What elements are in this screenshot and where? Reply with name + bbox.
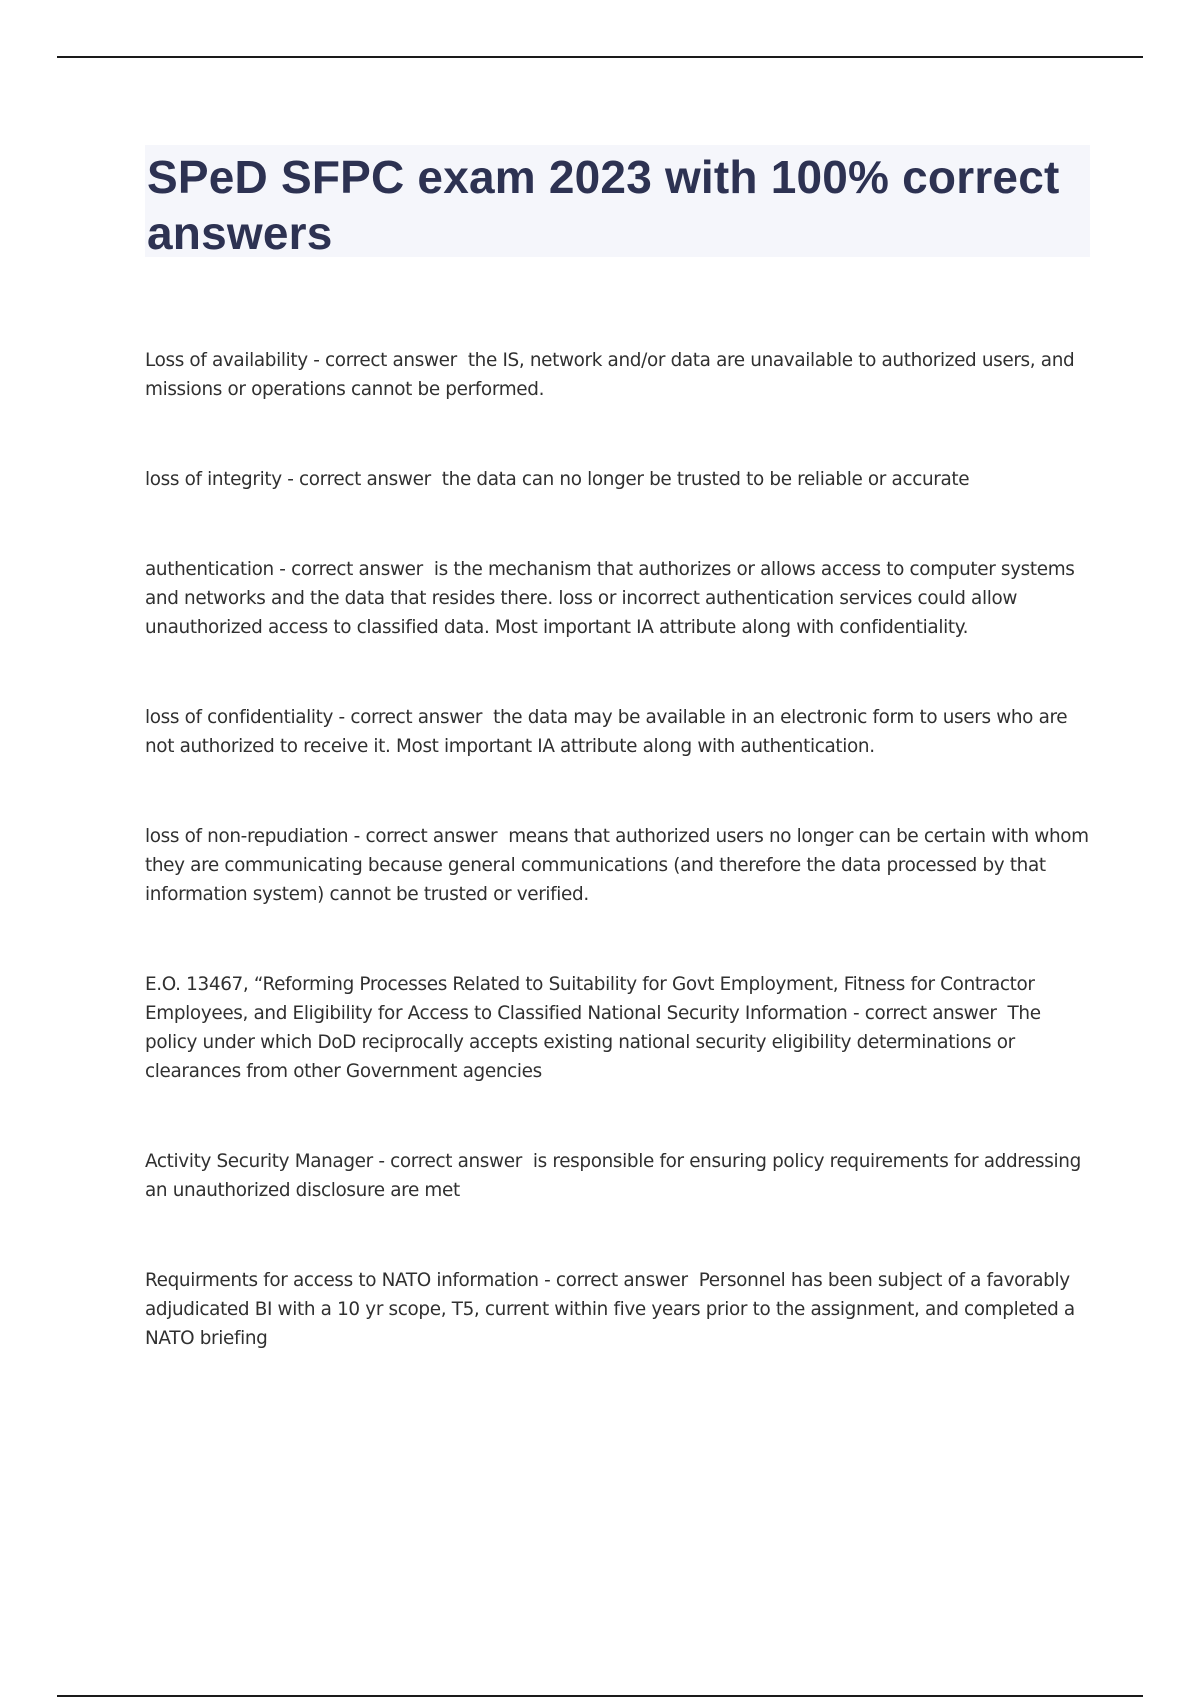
- entry-answer: is the mechanism that authorizes or allows access to computer systems and networks and the data that resides there. loss or incorrect authentication services could allow unauthorized access to classified data. Most important IA attribute along with confidentiality.: [145, 559, 1075, 638]
- document-title: SPeD SFPC exam 2023 with 100% correct answers: [147, 151, 1060, 259]
- entry-term: Loss of availability: [145, 350, 308, 371]
- qa-entry: [145, 1266, 1090, 1353]
- entry-answer: Personnel has been subject of a favorably adjudicated BI with a 10 yr scope, T5, current within five years prior to the assignment, and completed a NATO briefing: [145, 1270, 1075, 1349]
- qa-entry: [145, 703, 1090, 761]
- entry-term: E.O. 13467, “Reforming Processes Related to Suitability for Govt Employment, Fitness for Contractor Employees, and Eligibility for Access to Classified National Security Information: [145, 974, 1035, 1024]
- entry-separator: - correct answer: [307, 350, 468, 371]
- entry-term: authentication: [145, 559, 274, 580]
- entry-separator: - correct answer: [281, 469, 442, 490]
- qa-entry: [145, 465, 1090, 494]
- entry-answer: the data may be available in an electronic form to users who are not authorized to receive it. Most important IA attribute along with authentication.: [145, 707, 1068, 757]
- entry-term: loss of integrity: [145, 469, 282, 490]
- entry-answer: means that authorized users no longer can be certain with whom they are communicating because general communications (and therefore the data processed by that information system) cannot be trusted or verified.: [145, 826, 1089, 905]
- footer-rule: [57, 1695, 1143, 1697]
- qa-entry: [145, 346, 1090, 404]
- entry-separator: - correct answer: [372, 1151, 533, 1172]
- qa-entry: [145, 822, 1090, 909]
- title-block: [145, 145, 1090, 257]
- entry-term: Requirments for access to NATO information: [145, 1270, 539, 1291]
- entry-term: loss of non-repudiation: [145, 826, 349, 847]
- entry-answer: the IS, network and/or data are unavailable to authorized users, and missions or operations cannot be performed.: [145, 350, 1075, 400]
- qa-list: [145, 346, 1090, 1353]
- entry-term: loss of confidentiality: [145, 707, 334, 728]
- header-rule: [57, 56, 1143, 58]
- entry-separator: - correct answer: [847, 1003, 1008, 1024]
- entry-term: Activity Security Manager: [145, 1151, 373, 1172]
- entry-separator: - correct answer: [333, 707, 494, 728]
- entry-separator: - correct answer: [348, 826, 509, 847]
- qa-entry: [145, 970, 1090, 1086]
- qa-entry: [145, 1147, 1090, 1205]
- entry-answer: the data can no longer be trusted to be reliable or accurate: [441, 469, 970, 490]
- entry-answer: The policy under which DoD reciprocally accepts existing national security eligibility determinations or clearances from other Government agencies: [145, 1003, 1041, 1082]
- entry-separator: - correct answer: [273, 559, 434, 580]
- entry-separator: - correct answer: [538, 1270, 699, 1291]
- qa-entry: [145, 555, 1090, 642]
- entry-answer: is responsible for ensuring policy requirements for addressing an unauthorized disclosure are met: [145, 1151, 1081, 1201]
